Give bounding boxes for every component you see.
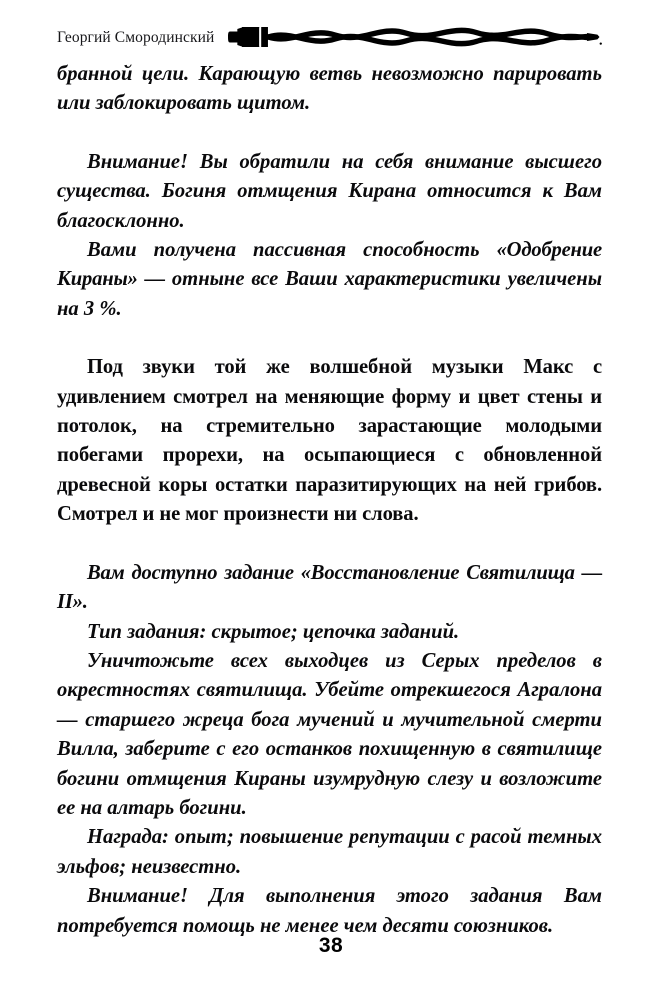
paragraph-gap [57,119,602,148]
ability-text-after: — отныне все Ваши характеристики увеличены на 3 %. [57,268,602,320]
paragraph-system-intro: бранной цели. Карающую ветвь невозможно парировать или заблокировать щитом. [57,63,602,115]
ability-text-before: Вами получена пассивная способность [87,239,497,262]
ability-name: «Одобрение Кираны» [57,239,602,291]
paragraph-gap [57,324,602,353]
paragraph-attention-notice: Внимание! Вы обратили на себя внимание высшего существа. Богиня отмщения Кирана относится к Вам благосклонно. [57,150,602,232]
paragraph-quest-type: Тип задания: скрытое; цепочка заданий. [87,620,460,643]
paragraph-quest-reward: Награда: опыт; повышение репутации с расой темных эльфов; неизвестно. [57,826,602,878]
text-column [57,60,602,941]
paragraph-quest-warning: Внимание! Для выполнения этого задания Вам потребуется помощь не менее чем десяти союзников. [57,885,602,937]
paragraph-passive-ability [57,236,602,324]
paragraph-gap [57,530,602,559]
quest-title-text: Вам доступно задание «Восстановление Святилища — II». [57,561,602,614]
paragraph-quest-title [57,559,602,618]
page-number: 38 [318,934,344,957]
paragraph-quest-objective: Уничтожьте всех выходцев из Серых пределов в окрестностях святилища. Убейте отрекшегося Агралона — старшего жреца бога мучений и мучительной смерти Вилла, заберите с его останков похищенную в святилище богини отмщения Кираны изумрудную слезу и возложите ее на алтарь богини. [57,649,602,819]
running-head-author: Георгий Смородинский [57,28,215,46]
twisted-rope-ornament [228,22,602,52]
paragraph-narrative: Под звуки той же волшебной музыки Макс с удивлением смотрел на меняющие форму и цвет стены и потолок, на стремительно зарастающие молодыми побегами прорехи, на осыпающиеся с обновленной древесной коры остатки паразитирующих на ней грибов. Смотрел и не мог произнести ни слова. [57,356,602,526]
running-head [57,20,602,54]
